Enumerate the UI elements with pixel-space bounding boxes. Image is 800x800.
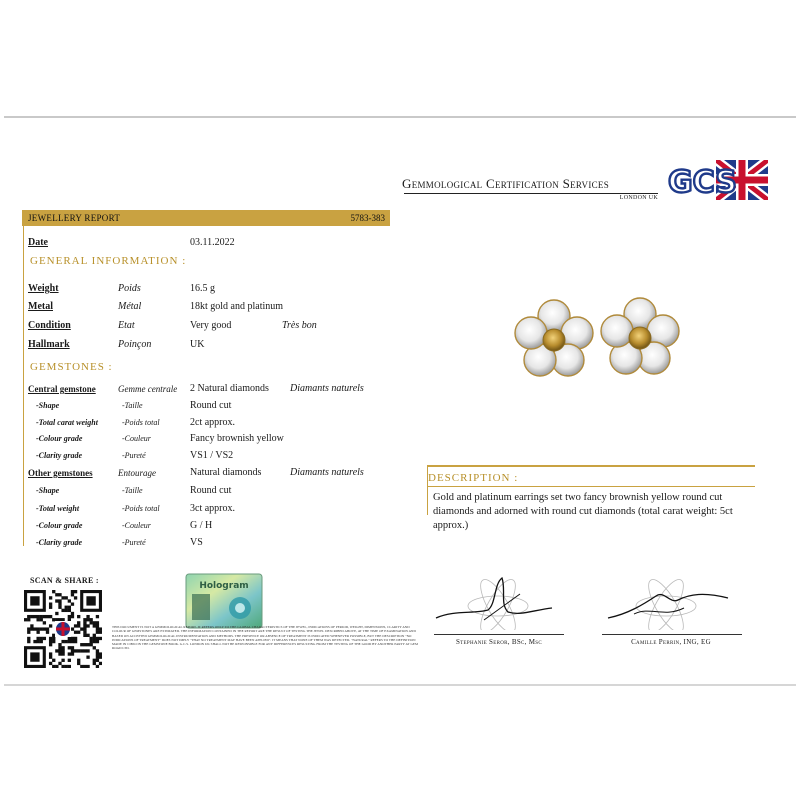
description-heading: DESCRIPTION : [428,472,519,484]
earrings-photo [508,294,688,384]
description-bottom-rule [427,486,755,487]
signature-1-line [434,634,564,635]
description-top-rule [427,465,755,467]
signature-2-line [602,634,742,635]
report-number: 5783-383 [350,213,385,223]
signature-1 [424,574,568,630]
signature-2 [604,574,748,630]
hologram-seal [184,572,264,630]
signature-2-name: Camille Perrin, ING, EG [631,638,711,646]
report-title-bar [22,210,390,226]
scan-share-label: SCAN & SHARE : [30,576,99,585]
gemstones-heading: GEMSTONES : [30,361,113,373]
gcs-logo [666,158,770,204]
signature-1-name: Stephanie Seror, BSc, Msc [455,638,543,646]
organization-name: Gemmological Certification Services [402,176,610,191]
organization-location: LONDON UK [619,195,658,201]
description-text: Gold and platinum earrings set two fancy brownish yellow round cut diamonds and adorned with round cut diamonds (total carat weight: 5ct approx.) [433,492,733,531]
disclaimer-text: THIS DOCUMENT IS NOT A GEMMOLOGICAL REPORT. IT REFERS ONLY TO THE GLOBAL CHARACTERISTICS OF THE JEWEL, INDICATIONS OF PERIOD, WEIGHT, DIMENSIONS, CLARITY AND COLOUR OF GEMSTONES ARE ESTIMATED. THE INFORMATION CONTAINED IN THE REPORT ARE THE RESULT OF TESTING THE JEWEL DESCRIBED ABOVE, AT THE TIME OF EXAMINATION AND BASED ON ACCEPTED GEMMOLOGICAL INSTRUMENTATION AND METHODS. THE PRESENCE OR ABSENCE OF TREATMENT IS INDICATED WHENEVER POSSIBLE, BUT THE DESCRIPTION "NO INDICATIONS OF TREATMENT" DOES NOT IMPLY "THAT NO TREATMENT MAY HAVE BEEN APPLIED". IT MEANS THAT NONE OF THEM WAS DETECTED. "NATURAL" REFERS TO THE DEFINITION MADE IN CIBJO IN THE GEMSTONE BOOK. G.C.S. LONDON UK SHALL NOT BE RESPONSIBLE FOR ANY DIFFERENCES RESULTING FROM THE TESTING OF THE GOOD BY ANOTHER PARTY AT GEM ROAD LTD. [112,625,418,651]
general-heading: GENERAL INFORMATION : [30,255,187,267]
header-divider [404,193,658,194]
svg-text:GCS: GCS [668,165,737,200]
qr-code[interactable] [24,590,102,668]
svg-text:Hologram: Hologram [199,581,249,591]
report-title: JEWELLERY REPORT [28,213,121,223]
left-rule [23,226,24,546]
certificate-card: Gemmological Certification Services LONDON UK GCS JEWELLERY REPORT 5783-383 Date 03.11.2022 GENERAL INFORMATION : Weight Poids 16.5 g Metal Métal 18kt gold and platinum Condition Etat Very good Très bon Hallmark Poinçon UK GEMSTONES : Central gemstone Gemme centrale 2 Natural diamonds Diamants naturels -Shape -Taille Round cut -Total carat weight -Poids total 2ct approx. -Colour grade -Couleur Fancy brownish yellow -Clarity grade -Pureté VS1 / VS2 Other gemstones Entourage Natural diamonds Diamants naturels -Shape -Taille Round cut -Total weight -Poids total 3ct approx. -Colour grade -Couleur G / H -Clarity grade -Pureté VS DESCRIPTION : Gold and platinum earrings set two fancy brownish yellow round cut diamonds and adorned with round cut diamonds (total carat weight: 5ct approx.) SCAN & SHARE : Hologram THIS DOCUMENT IS NOT A GEMMOLOGICAL REPORT. IT REFERS ONLY TO THE GLOBAL CHARACTERISTICS OF THE JEWEL, INDICATIONS OF PERIOD, WEIGHT, DIMENSIONS, CLARITY AND COLOUR OF GEMSTONES ARE ESTIMATED. THE INFORMATION CONTAINED IN THE REPORT ARE THE RESULT OF TESTING THE JEWEL DESCRIBED ABOVE, AT THE TIME OF EXAMINATION AND BASED ON ACCEPTED GEMMOLOGICAL INSTRUMENTATION AND METHODS. THE PRESENCE OR ABSENCE OF TREATMENT IS INDICATED WHENEVER POSSIBLE, BUT THE DESCRIPTION "NO INDICATIONS OF TREATMENT" DOES NOT IMPLY "THAT NO TREATMENT MAY HAVE BEEN APPLIED". IT MEANS THAT NONE OF THEM WAS DETECTED. "NATURAL" REFERS TO THE DEFINITION MADE IN CIBJO IN THE GEMSTONE BOOK. G.C.S. LONDON UK SHALL NOT BE RESPONSIBLE FOR ANY DIFFERENCES RESULTING FROM THE TESTING OF THE GOOD BY ANOTHER PARTY AT GEM ROAD LTD. Stephanie Seror, BSc, Msc Camille Perrin, ING, EG [4,116,796,686]
